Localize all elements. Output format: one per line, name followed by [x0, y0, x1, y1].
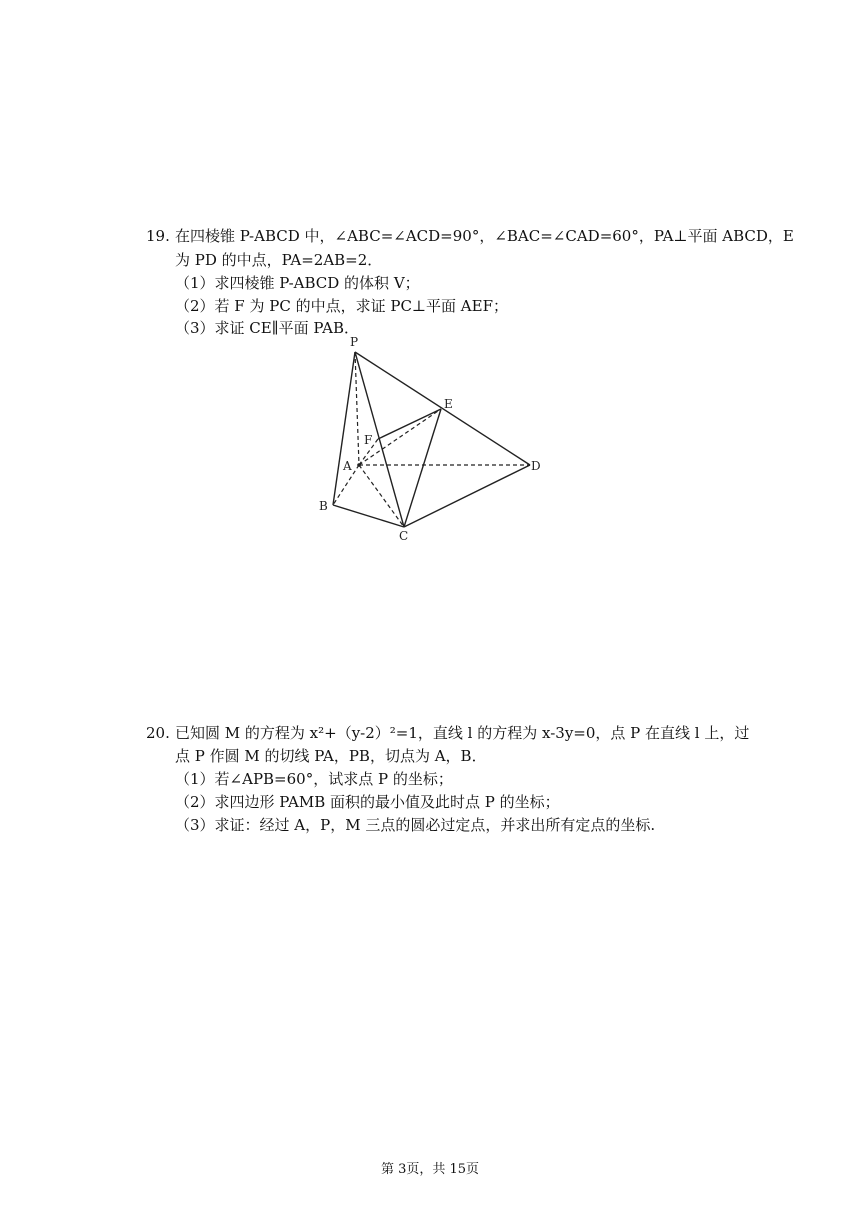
label-C: C	[399, 529, 409, 543]
edge-CD	[404, 465, 530, 527]
question-20-part-2: （2）求四边形 PAMB 面积的最小值及此时点 P 的坐标；	[175, 793, 560, 811]
pyramid-figure	[0, 0, 860, 600]
label-A: A	[343, 459, 352, 473]
question-20-part-3: （3）求证：经过 A，P，M 三点的圆必过定点，并求出所有定点的坐标.	[175, 816, 656, 834]
label-F: F	[364, 433, 373, 447]
label-E: E	[444, 397, 453, 411]
question-19-part-1: （1）求四棱锥 P-ABCD 的体积 V；	[175, 274, 420, 292]
page-footer: 第 3页，共 15页	[380, 1162, 480, 1177]
edge-PB	[333, 352, 355, 505]
label-B: B	[319, 499, 328, 513]
question-19-line-1: 在四棱锥 P-ABCD 中，∠ABC=∠ACD=90°，∠BAC=∠CAD=60°，PA⊥平面 ABCD，E	[175, 227, 794, 245]
question-19-line-2: 为 PD 的中点，PA=2AB=2．	[175, 251, 383, 269]
edge-CE	[404, 409, 441, 527]
question-19-number: 19.	[146, 227, 170, 245]
edge-BC	[333, 505, 404, 527]
edge-PA	[355, 352, 359, 465]
label-P: P	[350, 335, 359, 349]
question-20-part-1: （1）若∠APB=60°，试求点 P 的坐标；	[175, 770, 453, 788]
question-20-line-2: 点 P 作圆 M 的切线 PA，PB，切点为 A，B．	[175, 747, 487, 765]
point-A	[357, 463, 361, 467]
question-20-number: 20.	[146, 724, 170, 742]
edge-AC	[359, 465, 404, 527]
question-20-line-1: 已知圆 M 的方程为 x²+（y-2）²=1，直线 l 的方程为 x-3y=0，点 P 在直线 l 上，过	[175, 724, 750, 742]
question-19-part-2: （2）若 F 为 PC 的中点，求证 PC⊥平面 AEF；	[175, 297, 508, 315]
label-D: D	[531, 459, 541, 473]
edge-FE	[378, 409, 441, 439]
question-19-part-3: （3）求证 CE∥平面 PAB．	[175, 319, 360, 337]
